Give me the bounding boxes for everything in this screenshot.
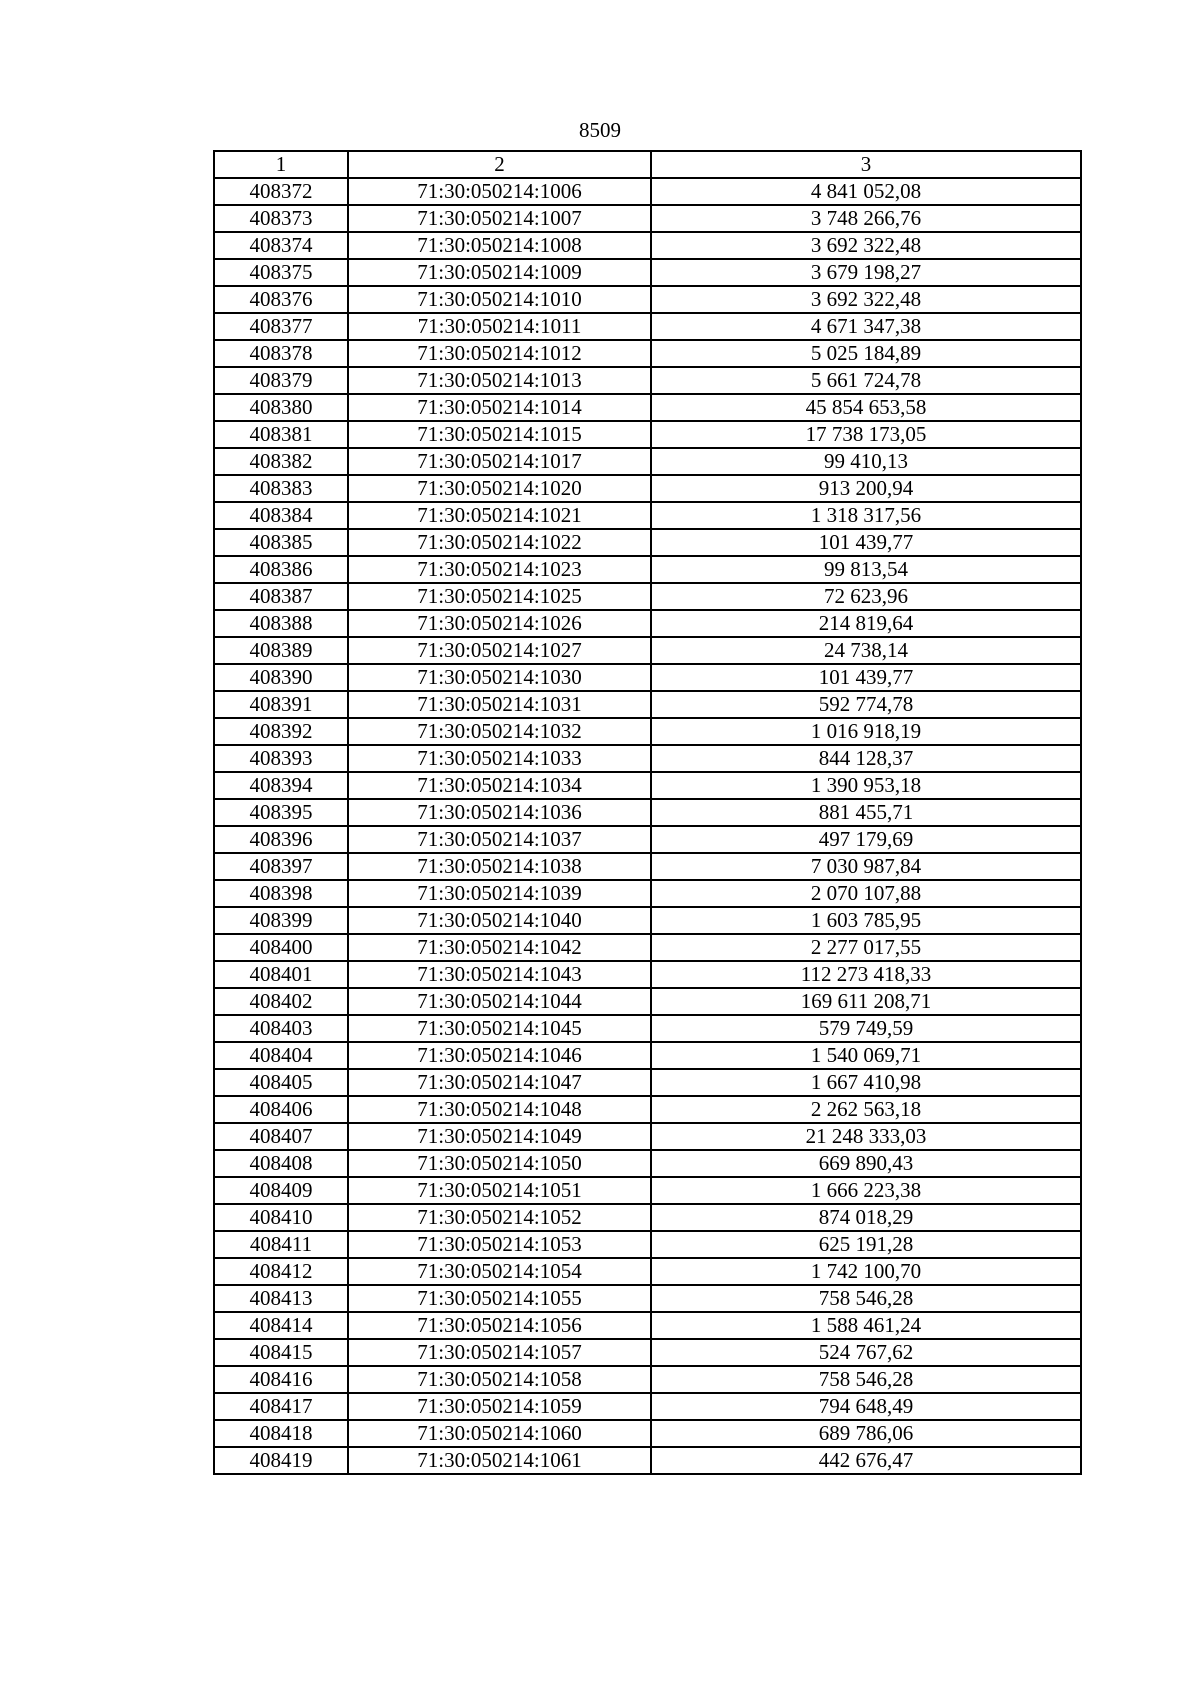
row-number-cell: 408405 [214,1069,348,1096]
value-cell: 169 611 208,71 [651,988,1081,1015]
table-row [214,1312,1081,1339]
cadastral-number-cell: 71:30:050214:1051 [348,1177,651,1204]
value-cell: 1 742 100,70 [651,1258,1081,1285]
table-row [214,934,1081,961]
value-cell: 99 813,54 [651,556,1081,583]
row-number-cell: 408392 [214,718,348,745]
cadastral-number-cell: 71:30:050214:1020 [348,475,651,502]
table-row [214,1015,1081,1042]
row-number-cell: 408381 [214,421,348,448]
cadastral-number-cell: 71:30:050214:1015 [348,421,651,448]
table-row [214,367,1081,394]
cadastral-number-cell: 71:30:050214:1006 [348,178,651,205]
value-cell: 24 738,14 [651,637,1081,664]
cadastral-number-cell: 71:30:050214:1034 [348,772,651,799]
table-row [214,853,1081,880]
cadastral-number-cell: 71:30:050214:1048 [348,1096,651,1123]
cadastral-number-cell: 71:30:050214:1010 [348,286,651,313]
cadastral-number-cell: 71:30:050214:1025 [348,583,651,610]
row-number-cell: 408386 [214,556,348,583]
table-row [214,448,1081,475]
table-row [214,1096,1081,1123]
table-row [214,1285,1081,1312]
cadastral-number-cell: 71:30:050214:1050 [348,1150,651,1177]
table-row [214,475,1081,502]
value-cell: 758 546,28 [651,1366,1081,1393]
value-cell: 3 692 322,48 [651,286,1081,313]
cadastral-number-cell: 71:30:050214:1037 [348,826,651,853]
row-number-cell: 408390 [214,664,348,691]
value-cell: 5 025 184,89 [651,340,1081,367]
table-row [214,1042,1081,1069]
row-number-cell: 408387 [214,583,348,610]
cadastral-number-cell: 71:30:050214:1007 [348,205,651,232]
table-row [214,259,1081,286]
value-cell: 442 676,47 [651,1447,1081,1474]
cadastral-number-cell: 71:30:050214:1046 [348,1042,651,1069]
table-row [214,1177,1081,1204]
table-row [214,907,1081,934]
cadastral-number-cell: 71:30:050214:1038 [348,853,651,880]
table-row [214,988,1081,1015]
table-body [214,178,1081,1474]
table-row [214,1420,1081,1447]
value-cell: 1 390 953,18 [651,772,1081,799]
cadastral-number-cell: 71:30:050214:1039 [348,880,651,907]
value-cell: 874 018,29 [651,1204,1081,1231]
cadastral-number-cell: 71:30:050214:1026 [348,610,651,637]
table-row [214,502,1081,529]
table-row [214,1204,1081,1231]
row-number-cell: 408408 [214,1150,348,1177]
table-row [214,772,1081,799]
table-row [214,583,1081,610]
cadastral-number-cell: 71:30:050214:1014 [348,394,651,421]
row-number-cell: 408377 [214,313,348,340]
row-number-cell: 408372 [214,178,348,205]
value-cell: 881 455,71 [651,799,1081,826]
value-cell: 4 671 347,38 [651,313,1081,340]
cadastral-number-cell: 71:30:050214:1008 [348,232,651,259]
row-number-cell: 408393 [214,745,348,772]
value-cell: 45 854 653,58 [651,394,1081,421]
table-row [214,691,1081,718]
value-cell: 4 841 052,08 [651,178,1081,205]
row-number-cell: 408409 [214,1177,348,1204]
table-row [214,1393,1081,1420]
cadastral-number-cell: 71:30:050214:1013 [348,367,651,394]
cadastral-number-cell: 71:30:050214:1058 [348,1366,651,1393]
table-row [214,205,1081,232]
cadastral-number-cell: 71:30:050214:1047 [348,1069,651,1096]
cadastral-number-cell: 71:30:050214:1027 [348,637,651,664]
cadastral-number-cell: 71:30:050214:1059 [348,1393,651,1420]
table-row [214,664,1081,691]
cadastral-number-cell: 71:30:050214:1012 [348,340,651,367]
table-row [214,799,1081,826]
table-row [214,340,1081,367]
value-cell: 794 648,49 [651,1393,1081,1420]
row-number-cell: 408375 [214,259,348,286]
row-number-cell: 408400 [214,934,348,961]
cadastral-number-cell: 71:30:050214:1055 [348,1285,651,1312]
cadastral-number-cell: 71:30:050214:1049 [348,1123,651,1150]
row-number-cell: 408407 [214,1123,348,1150]
value-cell: 101 439,77 [651,664,1081,691]
value-cell: 758 546,28 [651,1285,1081,1312]
cadastral-number-cell: 71:30:050214:1011 [348,313,651,340]
cadastral-number-cell: 71:30:050214:1031 [348,691,651,718]
cadastral-number-cell: 71:30:050214:1033 [348,745,651,772]
value-cell: 17 738 173,05 [651,421,1081,448]
cadastral-number-cell: 71:30:050214:1057 [348,1339,651,1366]
table-row [214,421,1081,448]
cadastral-number-cell: 71:30:050214:1032 [348,718,651,745]
row-number-cell: 408397 [214,853,348,880]
value-cell: 72 623,96 [651,583,1081,610]
cadastral-number-cell: 71:30:050214:1052 [348,1204,651,1231]
cadastral-number-cell: 71:30:050214:1060 [348,1420,651,1447]
table-row [214,394,1081,421]
value-cell: 579 749,59 [651,1015,1081,1042]
cadastral-number-cell: 71:30:050214:1056 [348,1312,651,1339]
row-number-cell: 408373 [214,205,348,232]
row-number-cell: 408419 [214,1447,348,1474]
cadastral-number-cell: 71:30:050214:1045 [348,1015,651,1042]
cadastral-number-cell: 71:30:050214:1023 [348,556,651,583]
table-row [214,1069,1081,1096]
value-cell: 99 410,13 [651,448,1081,475]
row-number-cell: 408414 [214,1312,348,1339]
value-cell: 2 262 563,18 [651,1096,1081,1123]
cadastral-number-cell: 71:30:050214:1022 [348,529,651,556]
table-row [214,529,1081,556]
row-number-cell: 408382 [214,448,348,475]
table-row [214,556,1081,583]
cadastral-number-cell: 71:30:050214:1017 [348,448,651,475]
cadastral-number-cell: 71:30:050214:1009 [348,259,651,286]
value-cell: 844 128,37 [651,745,1081,772]
column-header-3: 3 [651,151,1081,178]
row-number-cell: 408410 [214,1204,348,1231]
column-header-1: 1 [214,151,348,178]
row-number-cell: 408396 [214,826,348,853]
value-cell: 214 819,64 [651,610,1081,637]
value-cell: 5 661 724,78 [651,367,1081,394]
value-cell: 112 273 418,33 [651,961,1081,988]
row-number-cell: 408395 [214,799,348,826]
table-row [214,880,1081,907]
row-number-cell: 408374 [214,232,348,259]
row-number-cell: 408394 [214,772,348,799]
table-row [214,1258,1081,1285]
cadastral-number-cell: 71:30:050214:1043 [348,961,651,988]
value-cell: 3 679 198,27 [651,259,1081,286]
page-number: 8509 [579,118,621,142]
row-number-cell: 408391 [214,691,348,718]
table-row [214,745,1081,772]
row-number-cell: 408385 [214,529,348,556]
row-number-cell: 408412 [214,1258,348,1285]
row-number-cell: 408402 [214,988,348,1015]
value-cell: 1 667 410,98 [651,1069,1081,1096]
row-number-cell: 408380 [214,394,348,421]
value-cell: 7 030 987,84 [651,853,1081,880]
row-number-cell: 408389 [214,637,348,664]
value-cell: 669 890,43 [651,1150,1081,1177]
row-number-cell: 408384 [214,502,348,529]
value-cell: 1 318 317,56 [651,502,1081,529]
row-number-cell: 408415 [214,1339,348,1366]
value-cell: 497 179,69 [651,826,1081,853]
table-row [214,718,1081,745]
cadastral-number-cell: 71:30:050214:1036 [348,799,651,826]
row-number-cell: 408376 [214,286,348,313]
value-cell: 3 748 266,76 [651,205,1081,232]
row-number-cell: 408417 [214,1393,348,1420]
table-row [214,1339,1081,1366]
row-number-cell: 408401 [214,961,348,988]
row-number-cell: 408379 [214,367,348,394]
value-cell: 913 200,94 [651,475,1081,502]
cadastral-number-cell: 71:30:050214:1030 [348,664,651,691]
cadastral-number-cell: 71:30:050214:1042 [348,934,651,961]
value-cell: 1 540 069,71 [651,1042,1081,1069]
row-number-cell: 408418 [214,1420,348,1447]
table-row [214,610,1081,637]
row-number-cell: 408413 [214,1285,348,1312]
table-header [214,151,1081,178]
header-row [214,151,1081,178]
value-cell: 1 603 785,95 [651,907,1081,934]
table-row [214,178,1081,205]
data-table [213,150,1082,1475]
value-cell: 1 588 461,24 [651,1312,1081,1339]
value-cell: 689 786,06 [651,1420,1081,1447]
value-cell: 625 191,28 [651,1231,1081,1258]
table-row [214,1150,1081,1177]
table-row [214,1231,1081,1258]
table-row [214,313,1081,340]
row-number-cell: 408416 [214,1366,348,1393]
cadastral-number-cell: 71:30:050214:1061 [348,1447,651,1474]
row-number-cell: 408403 [214,1015,348,1042]
row-number-cell: 408383 [214,475,348,502]
cadastral-number-cell: 71:30:050214:1053 [348,1231,651,1258]
row-number-cell: 408404 [214,1042,348,1069]
table-row [214,1447,1081,1474]
value-cell: 3 692 322,48 [651,232,1081,259]
value-cell: 1 666 223,38 [651,1177,1081,1204]
row-number-cell: 408388 [214,610,348,637]
row-number-cell: 408398 [214,880,348,907]
value-cell: 2 277 017,55 [651,934,1081,961]
row-number-cell: 408411 [214,1231,348,1258]
value-cell: 592 774,78 [651,691,1081,718]
table-row [214,961,1081,988]
cadastral-number-cell: 71:30:050214:1040 [348,907,651,934]
table-row [214,286,1081,313]
cadastral-number-cell: 71:30:050214:1044 [348,988,651,1015]
table-row [214,826,1081,853]
value-cell: 21 248 333,03 [651,1123,1081,1150]
cadastral-number-cell: 71:30:050214:1054 [348,1258,651,1285]
row-number-cell: 408399 [214,907,348,934]
row-number-cell: 408406 [214,1096,348,1123]
value-cell: 524 767,62 [651,1339,1081,1366]
cadastral-number-cell: 71:30:050214:1021 [348,502,651,529]
table-row [214,637,1081,664]
value-cell: 2 070 107,88 [651,880,1081,907]
table-row [214,232,1081,259]
table-row [214,1123,1081,1150]
value-cell: 1 016 918,19 [651,718,1081,745]
value-cell: 101 439,77 [651,529,1081,556]
column-header-2: 2 [348,151,651,178]
row-number-cell: 408378 [214,340,348,367]
table-row [214,1366,1081,1393]
